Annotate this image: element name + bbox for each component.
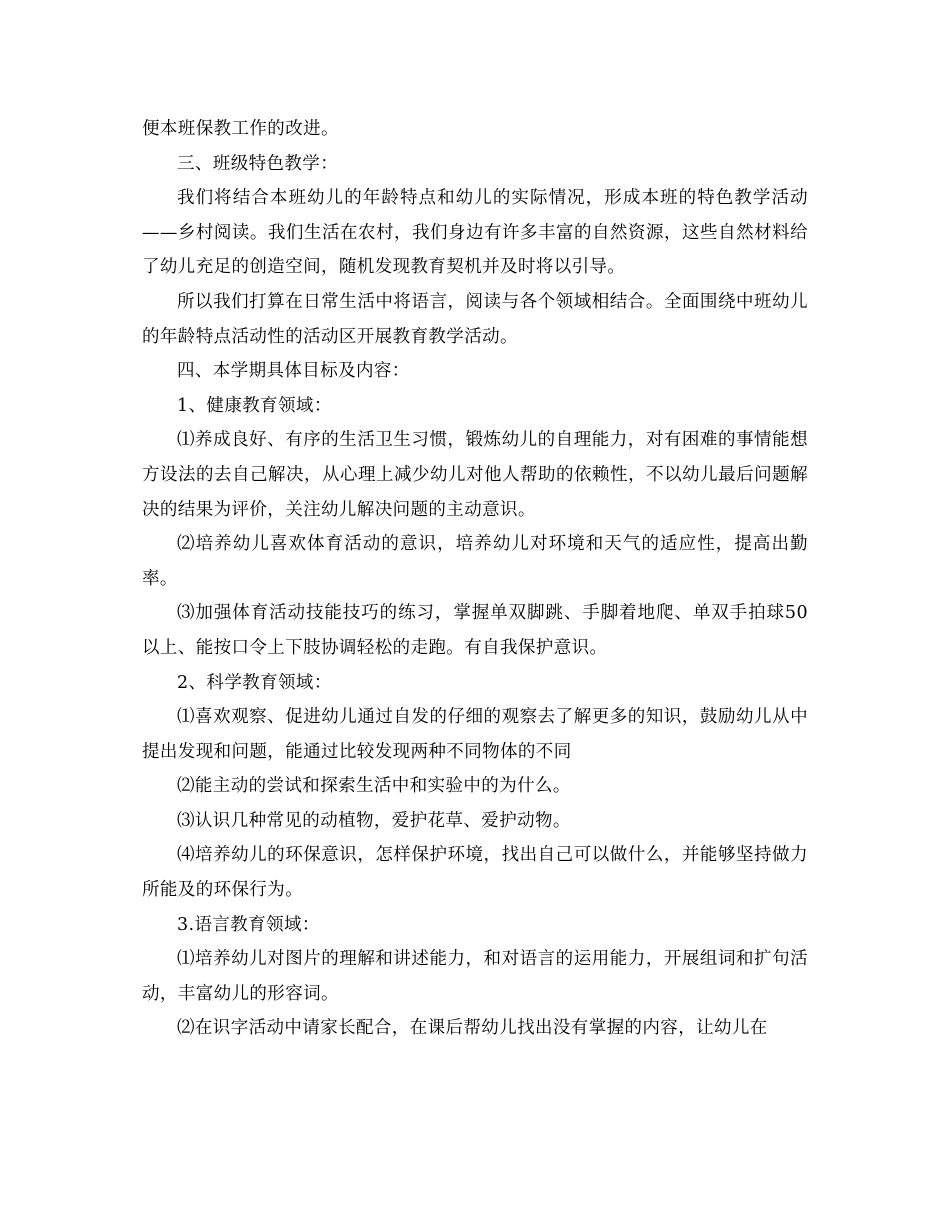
health-item-3: ⑶加强体育活动技能技巧的练习，掌握单双脚跳、手脚着地爬、单双手拍球50以上、能按口令上下肢协调轻松的走跑。有自我保护意识。 xyxy=(142,603,808,658)
science-item-2: ⑵能主动的尝试和探索生活中和实验中的为什么。 xyxy=(177,776,571,797)
science-item-1: ⑴喜欢观察、促进幼儿通过自发的仔细的观察去了解更多的知识，鼓励幼儿从中提出发现和问题，能通过比较发现两种不同物体的不同 xyxy=(142,707,808,762)
section-heading-semester-goals: 四、本学期具体目标及内容： xyxy=(177,361,410,382)
health-item-2: ⑵培养幼儿喜欢体育活动的意识，培养幼儿对环境和天气的适应性，提高出勤率。 xyxy=(142,534,808,589)
subheading-language-education: 3.语言教育领域： xyxy=(177,914,320,935)
language-item-1: ⑴培养幼儿对图片的理解和讲述能力，和对语言的运用能力，开展组词和扩句活动，丰富幼儿的形容词。 xyxy=(142,949,808,1004)
subheading-health-education: 1、健康教育领域： xyxy=(177,395,332,416)
science-item-4: ⑷培养幼儿的环保意识，怎样保护环境，找出自己可以做什么，并能够坚持做力所能及的环保行为。 xyxy=(142,845,808,901)
health-item-1: ⑴养成良好、有序的生活卫生习惯，锻炼幼儿的自理能力，对有困难的事情能想方设法的去自己解决，从心理上减少幼儿对他人帮助的依赖性，不以幼儿最后问题解决的结果为评价，关注幼儿解决问题的主动意识。 xyxy=(142,430,808,520)
language-item-2: ⑵在识字活动中请家长配合，在课后帮幼儿找出没有掌握的内容，让幼儿在 xyxy=(177,1018,768,1039)
subheading-science-education: 2、科学教育领域： xyxy=(177,672,332,693)
paragraph-continuation: 便本班保教工作的改进。 xyxy=(142,119,339,139)
paragraph-language-reading-plan: 所以我们打算在日常生活中将语言，阅读与各个领域相结合。全面围绕中班幼儿的年龄特点活动性的活动区开展教育教学活动。 xyxy=(142,291,808,347)
section-heading-class-features: 三、班级特色教学： xyxy=(177,153,339,174)
document-page xyxy=(142,112,808,1046)
paragraph-rural-reading: 我们将结合本班幼儿的年龄特点和幼儿的实际情况，形成本班的特色教学活动——乡村阅读。我们生活在农村，我们身边有许多丰富的自然资源，这些自然材料给了幼儿充足的创造空间，随机发现教育契机并及时将以引导。 xyxy=(142,188,808,278)
science-item-3: ⑶认识几种常见的动植物，爱护花草、爱护动物。 xyxy=(177,810,571,831)
